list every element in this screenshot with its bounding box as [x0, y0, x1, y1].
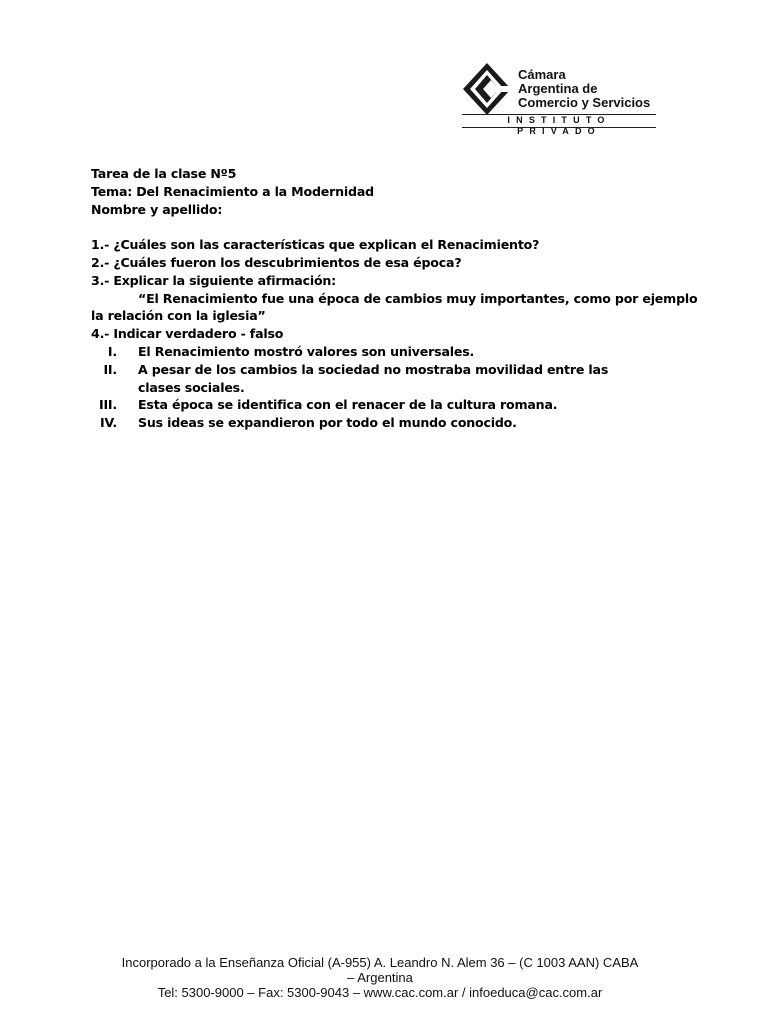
question-1: 1.- ¿Cuáles son las características que explican el Renacimiento?	[91, 237, 540, 253]
list-item-text: El Renacimiento mostró valores son universales.	[138, 343, 475, 359]
logo-text	[518, 68, 650, 110]
assignment-topic: Tema: Del Renacimiento a la Modernidad	[91, 183, 374, 199]
list-item	[91, 361, 671, 397]
footer-contact-line: Tel: 5300-9000 – Fax: 5300-9043 – www.cac.com.ar / infoeduca@cac.com.ar	[157, 985, 603, 1000]
footer-address-line: Incorporado a la Enseñanza Oficial (A-955) A. Leandro N. Alem 36 – (C 1003 AAN) CABA	[121, 955, 639, 970]
assignment-title: Tarea de la clase Nº5	[91, 166, 237, 181]
logo-line-1: Cámara	[518, 67, 566, 82]
page-footer	[90, 955, 670, 1000]
list-item	[91, 414, 671, 432]
footer-country-line: – Argentina	[347, 970, 413, 985]
logo-line-2: Argentina de	[518, 81, 598, 96]
list-item-text: A pesar de los cambios la sociedad no mostraba movilidad entre las clases sociales.	[138, 361, 609, 395]
list-item-number: I.	[107, 343, 117, 359]
list-item-number: III.	[98, 397, 117, 413]
question-3-quote-continued: la relación con la iglesia”	[91, 308, 266, 324]
question-2: 2.- ¿Cuáles fueron los descubrimientos de esa época?	[91, 254, 462, 270]
list-item-number: IV.	[100, 415, 117, 431]
logo-subtitle-bar: INSTITUTO PRIVADO	[462, 114, 656, 128]
question-3-quote: “El Renacimiento fue una época de cambios muy importantes, como por ejemplo	[138, 290, 698, 306]
list-item-text: Esta época se identifica con el renacer de la cultura romana.	[138, 397, 558, 413]
question-3: 3.- Explicar la siguiente afirmación:	[91, 272, 337, 288]
assignment-body	[91, 165, 698, 432]
list-item-number: II.	[103, 361, 117, 377]
list-item-text: Sus ideas se expandieron por todo el mundo conocido.	[138, 415, 517, 431]
spacer	[91, 218, 671, 236]
institution-logo	[462, 62, 658, 136]
question-4: 4.- Indicar verdadero - falso	[91, 326, 284, 342]
cac-logo-icon	[462, 62, 512, 116]
list-item	[91, 396, 671, 414]
name-label: Nombre y apellido:	[91, 201, 223, 217]
logo-line-3: Comercio y Servicios	[518, 95, 651, 110]
list-item	[91, 343, 671, 361]
true-false-list	[91, 343, 671, 432]
